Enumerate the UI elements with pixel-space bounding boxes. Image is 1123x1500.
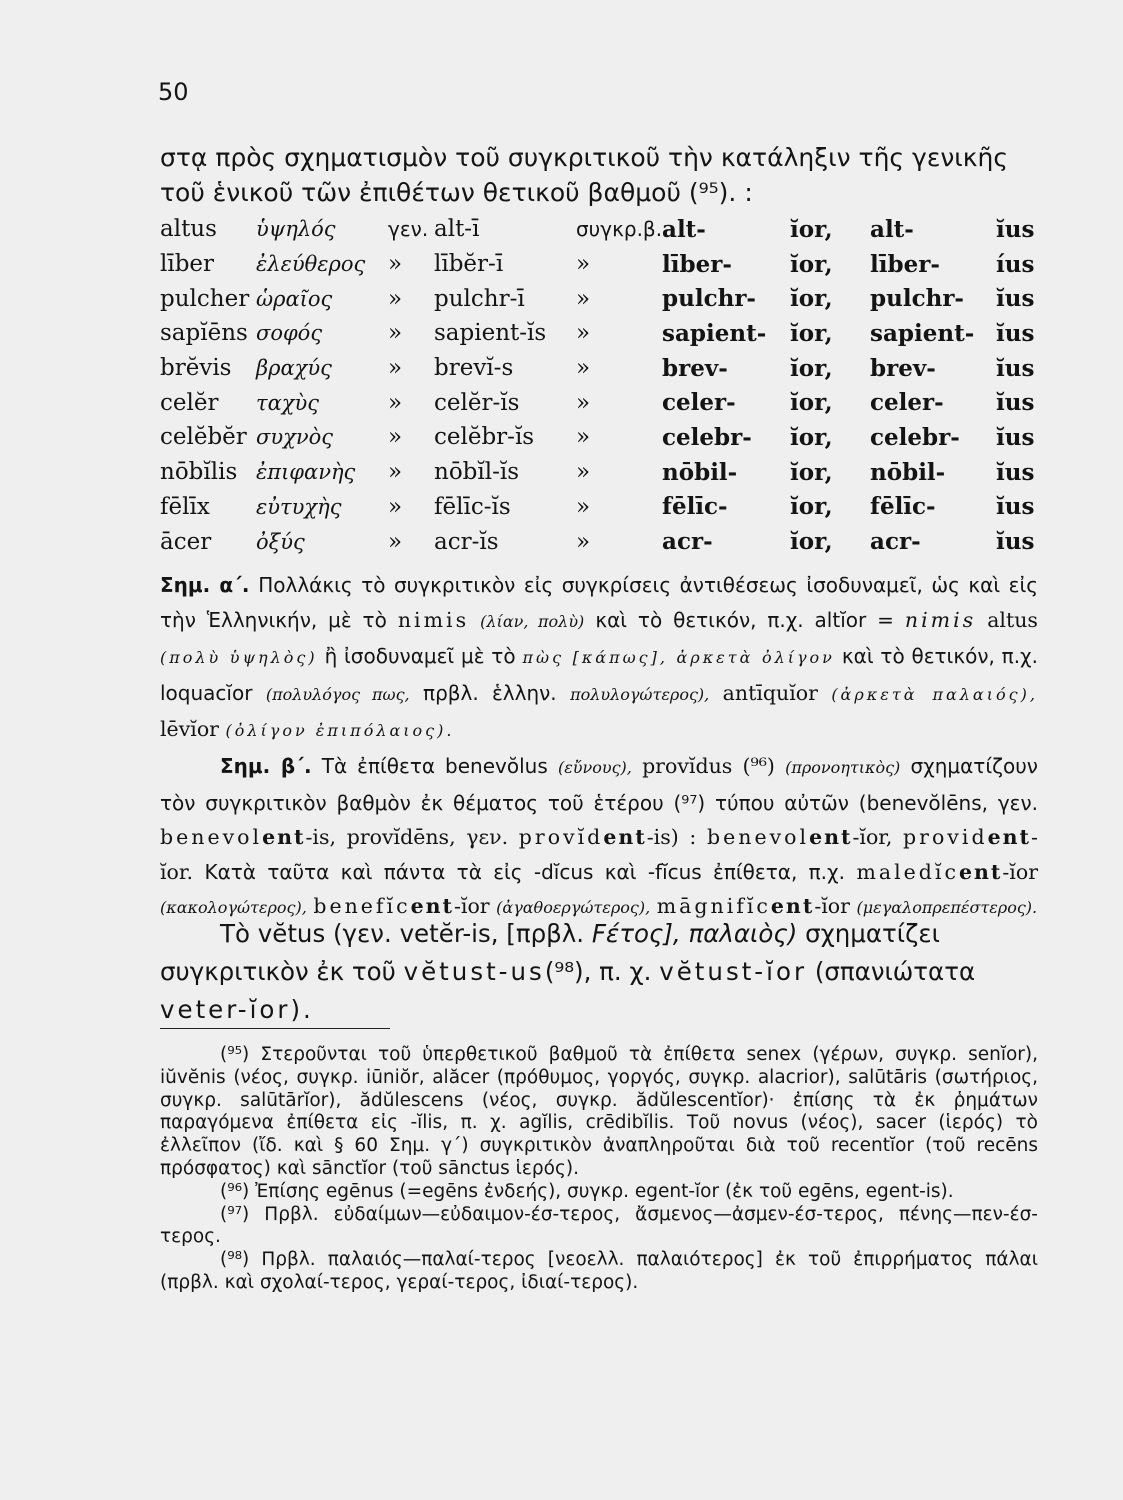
note-beta-stem: ent bbox=[262, 825, 306, 850]
note-alpha-text: πρβλ. ἑλλην. bbox=[423, 680, 557, 705]
vetus-text-part: σχηματίζει συγκριτικὸν ἐκ τοῦ bbox=[160, 919, 940, 986]
genitive-marker: » bbox=[388, 424, 403, 451]
table-row bbox=[160, 281, 1052, 316]
comparative-marker: » bbox=[576, 251, 591, 278]
greek-meaning: ἐλεύθερος bbox=[256, 252, 366, 277]
neuter-ending: ĭus bbox=[996, 458, 1035, 486]
genitive-form: celĕbr-ĭs bbox=[434, 424, 535, 451]
note-beta-latin: -is, provĭdēns, γεν. bbox=[305, 825, 509, 850]
note-alpha-greek-gloss: (ὀλίγον ἐπιπόλαιος). bbox=[225, 721, 455, 741]
footnotes-section bbox=[160, 1044, 1038, 1295]
vetus-latin: vĕtust-us bbox=[403, 957, 545, 986]
note-beta-stem: ent bbox=[603, 825, 647, 850]
comparative-ending: ĭor, bbox=[790, 215, 833, 243]
note-beta-stem: ent bbox=[410, 894, 454, 919]
neuter-ending: ĭus bbox=[996, 215, 1035, 243]
neuter-ending: ĭus bbox=[996, 354, 1035, 382]
genitive-form: nōbĭl-ĭs bbox=[434, 459, 520, 486]
note-beta-latin: -ĭor bbox=[453, 894, 490, 919]
note-beta-latin: -ĭor, bbox=[852, 825, 893, 850]
neuter-stem: nōbil- bbox=[870, 458, 946, 486]
footnote-95: (⁹⁵) Στεροῦνται τοῦ ὑπερθετικοῦ βαθμοῦ τὰ ἐπίθετα senex (γέρων, συγκρ. senĭor), iŭvĕnis (νέος, συγκρ. iūniŏr, alăcer (πρόθυμος, γοργός, συγκρ. alacrior), salūtāris (σωτήριος, συγκρ. salūtārĭor), ădŭlescens (νέος, συγκρ. ădŭlescentĭor)· ἐπίσης τὰ ἐκ ῥημάτων παραγόμενα ἐπίθετα εἰς -ĭlis, π. χ. agĭlis, crēdibĭlis. Τοῦ novus (νέος), sacer (ἱερός) τὸ ἐλλεῖπον (ἴδ. καὶ § 60 Σημ. γ΄) συγκριτικὸν ἀναπληροῦται διὰ τοῦ recentĭor (τοῦ recēns πρόσφατος) καὶ sānctĭor (τοῦ sānctus ἱερός). bbox=[160, 1044, 1038, 1179]
note-alpha-latin: nimis bbox=[904, 607, 977, 632]
latin-adjective: pulcher bbox=[160, 285, 250, 312]
neuter-stem: fēlīc- bbox=[870, 493, 936, 521]
note-alpha-text: καὶ τὸ θετικόν, π.χ. loquacĭor bbox=[160, 644, 1038, 705]
comparative-marker: » bbox=[576, 285, 591, 312]
genitive-form: celĕr-ĭs bbox=[434, 389, 520, 416]
notes-section bbox=[160, 568, 1038, 926]
greek-meaning: ὀξύς bbox=[256, 529, 305, 554]
comparative-stem: celebr- bbox=[662, 423, 752, 451]
note-beta-latin: māgnifĭc bbox=[656, 894, 771, 919]
note-alpha-greek-gloss: πολυλογώτερος), bbox=[570, 684, 710, 704]
genitive-marker: » bbox=[388, 355, 403, 382]
note-alpha-latin: altus bbox=[987, 607, 1038, 632]
neuter-stem: alt- bbox=[870, 215, 914, 243]
comparative-marker: συγκρ.β. bbox=[576, 217, 663, 242]
comparative-ending: ĭor, bbox=[790, 493, 833, 521]
comparative-stem: pulchr- bbox=[662, 285, 756, 313]
note-alpha-text: καὶ τὸ θετικόν, π.χ. altĭor = bbox=[595, 607, 894, 632]
note-beta-latin: benevol bbox=[160, 825, 263, 850]
note-beta-stem: ent bbox=[809, 825, 853, 850]
vetus-paragraph bbox=[160, 915, 1040, 1029]
latin-adjective: fēlīx bbox=[160, 493, 210, 520]
comparative-ending: ĭor, bbox=[790, 354, 833, 382]
table-row bbox=[160, 524, 1052, 559]
note-beta-gloss: (μεγαλοπρεπέστερος). bbox=[856, 898, 1038, 918]
note-beta-latin: -ĭor. bbox=[160, 825, 1038, 884]
comparative-stem: brev- bbox=[662, 354, 728, 382]
genitive-form: pulchr-ī bbox=[434, 285, 525, 312]
note-beta-latin: benefĭc bbox=[313, 894, 411, 919]
neuter-stem: pulchr- bbox=[870, 285, 964, 313]
note-alpha-text: ἢ ἰσοδυναμεῖ μὲ τὸ bbox=[324, 644, 516, 669]
neuter-ending: ĭus bbox=[996, 493, 1035, 521]
vetus-text-part: (σπανιώτατα bbox=[814, 957, 976, 986]
note-beta-latin: -is) : bbox=[646, 825, 697, 850]
vetus-text-part: Τὸ vĕtus (γεν. vetĕr-is, [πρβλ. bbox=[220, 919, 585, 948]
comparative-stem: alt- bbox=[662, 215, 706, 243]
comparative-ending: ĭor, bbox=[790, 458, 833, 486]
note-alpha-label: Σημ. α΄. bbox=[160, 573, 250, 597]
greek-meaning: ταχὺς bbox=[256, 390, 320, 415]
note-alpha-text: Πολλάκις τὸ συγκριτικὸν εἰς συγκρίσεις ἀντιθέσεως ἰσοδυναμεῖ, ὡς καὶ εἰς τὴν Ἑλληνικήν, μὲ τὸ bbox=[160, 573, 1038, 632]
comparative-marker: » bbox=[576, 355, 591, 382]
note-alpha-greek-gloss: πὼς [κάπως], ἀρκετὰ ὀλίγον bbox=[522, 648, 835, 668]
note-alpha-latin: lēvĭor bbox=[160, 717, 219, 742]
latin-adjective: sapĭēns bbox=[160, 320, 248, 347]
note-beta-latin: provĭdus (⁹⁶) bbox=[642, 753, 775, 778]
note-beta-stem: ent bbox=[958, 859, 1003, 884]
neuter-ending: ĭus bbox=[996, 285, 1035, 313]
note-alpha-greek-gloss: (λίαν, πολὺ) bbox=[480, 611, 585, 631]
greek-meaning: βραχύς bbox=[256, 356, 332, 381]
note-beta-gloss: (εὔνους), bbox=[557, 757, 632, 777]
note-alpha-latin: nimis bbox=[397, 607, 470, 632]
comparative-stem: fēlīc- bbox=[662, 493, 728, 521]
footnote-divider bbox=[160, 1028, 390, 1029]
note-beta-text: σχηματίζουν τὸν συγκριτικὸν βαθμὸν ἐκ θέματος τοῦ ἑτέρου (⁹⁷) τύπου αὐτῶν (benevŏlēns, γεν. bbox=[160, 753, 1038, 815]
note-beta-latin: -ĭor bbox=[1002, 859, 1038, 884]
table-row bbox=[160, 420, 1052, 455]
note-alpha bbox=[160, 568, 1038, 749]
genitive-marker: γεν. bbox=[388, 217, 429, 242]
genitive-marker: » bbox=[388, 459, 403, 486]
neuter-ending: ĭus bbox=[996, 319, 1035, 347]
comparative-marker: » bbox=[576, 320, 591, 347]
neuter-ending: ĭus bbox=[996, 528, 1035, 556]
greek-meaning: σοφός bbox=[256, 321, 323, 346]
footnote-98: (⁹⁸) Πρβλ. παλαιός—παλαί-τερος [νεοελλ. παλαιότερος] ἐκ τοῦ ἐπιρρήματος πάλαι (πρβλ. καὶ σχολαί-τερος, γεραί-τερος, ἰδιαί-τερος). bbox=[160, 1249, 1038, 1293]
genitive-form: alt-ī bbox=[434, 216, 480, 243]
table-row bbox=[160, 247, 1052, 282]
comparative-stem: sapient- bbox=[662, 319, 767, 347]
comparative-stem: līber- bbox=[662, 250, 732, 278]
vetus-text-part: (⁹⁸), π. χ. bbox=[544, 957, 652, 986]
genitive-marker: » bbox=[388, 285, 403, 312]
table-row bbox=[160, 490, 1052, 525]
note-beta-gloss: (κακολογώτερος), bbox=[160, 898, 307, 918]
comparative-stem: nōbil- bbox=[662, 458, 738, 486]
footnote-97: (⁹⁷) Πρβλ. εὐδαίμων—εὐδαιμον-έσ-τερος, ἄσμενος—ἀσμεν-έσ-τερος, πένης—πεν-έσ-τερος. bbox=[160, 1203, 1038, 1248]
note-beta-latin: maledĭc bbox=[856, 859, 959, 884]
comparative-table-body bbox=[160, 212, 1052, 559]
comparative-marker: » bbox=[576, 493, 591, 520]
comparative-ending: ĭor, bbox=[790, 389, 833, 417]
latin-adjective: nōbĭlis bbox=[160, 459, 238, 486]
genitive-marker: » bbox=[388, 493, 403, 520]
neuter-stem: līber- bbox=[870, 250, 940, 278]
comparative-marker: » bbox=[576, 528, 591, 555]
comparative-ending: ĭor, bbox=[790, 423, 833, 451]
intro-text: στᾳ πρὸς σχηματισμὸν τοῦ συγκριτικοῦ τὴν κατάληξιν τῆς γενικῆς τοῦ ἑνικοῦ τῶν ἐπιθέτων θετικοῦ βαθμοῦ (⁹⁵). : bbox=[160, 143, 1009, 207]
latin-adjective: celĕbĕr bbox=[160, 424, 247, 451]
comparative-stem: celer- bbox=[662, 389, 736, 417]
neuter-ending: ĭus bbox=[996, 423, 1035, 451]
comparative-marker: » bbox=[576, 389, 591, 416]
table-row bbox=[160, 455, 1052, 490]
note-alpha-greek-gloss: (πολυλόγος πως, bbox=[265, 684, 410, 704]
greek-meaning: ὑψηλός bbox=[256, 217, 336, 242]
table-row bbox=[160, 351, 1052, 386]
genitive-form: brevĭ-s bbox=[434, 355, 514, 382]
note-alpha-latin: antīquĭor bbox=[722, 680, 818, 705]
genitive-marker: » bbox=[388, 389, 403, 416]
note-alpha-greek-gloss: (ἀρκετὰ παλαιός), bbox=[831, 684, 1038, 704]
latin-adjective: brĕvis bbox=[160, 355, 232, 382]
neuter-stem: celer- bbox=[870, 389, 944, 417]
genitive-marker: » bbox=[388, 251, 403, 278]
neuter-ending: ĭus bbox=[996, 389, 1035, 417]
table-row bbox=[160, 212, 1052, 247]
comparative-marker: » bbox=[576, 424, 591, 451]
comparative-ending: ĭor, bbox=[790, 528, 833, 556]
genitive-form: acr-ĭs bbox=[434, 528, 499, 555]
note-beta-text: Κατὰ ταῦτα καὶ πάντα τὰ εἰς -dĭcus καὶ -fĭcus ἐπίθετα, π.χ. bbox=[204, 859, 845, 884]
comparative-ending: ĭor, bbox=[790, 319, 833, 347]
greek-meaning: ὡραῖος bbox=[256, 286, 333, 311]
note-beta-latin: provid bbox=[903, 825, 988, 850]
comparative-ending: ĭor, bbox=[790, 250, 833, 278]
note-alpha-greek-gloss: (πολὺ ὑψηλὸς) bbox=[160, 648, 318, 668]
comparative-stem: acr- bbox=[662, 528, 713, 556]
note-beta-text: Τὰ ἐπίθετα benevŏlus bbox=[321, 753, 548, 778]
table-row bbox=[160, 316, 1052, 351]
vetus-greek: Ϝέτος], bbox=[591, 919, 681, 948]
note-beta-latin: provĭd bbox=[518, 825, 604, 850]
greek-meaning: ἐπιφανὴς bbox=[256, 460, 356, 485]
vetus-latin: vĕtust-ĭor bbox=[659, 957, 808, 986]
intro-paragraph bbox=[160, 140, 1040, 210]
table-row bbox=[160, 385, 1052, 420]
genitive-marker: » bbox=[388, 320, 403, 347]
note-beta bbox=[160, 749, 1038, 926]
page-number: 50 bbox=[158, 78, 189, 106]
genitive-marker: » bbox=[388, 528, 403, 555]
vetus-latin: veter-ĭor). bbox=[160, 995, 314, 1024]
comparative-marker: » bbox=[576, 459, 591, 486]
genitive-form: fēlīc-ĭs bbox=[434, 493, 511, 520]
neuter-stem: acr- bbox=[870, 528, 921, 556]
neuter-ending: íus bbox=[996, 250, 1035, 278]
vetus-text bbox=[160, 915, 1040, 1029]
neuter-stem: brev- bbox=[870, 354, 936, 382]
latin-adjective: altus bbox=[160, 216, 217, 243]
latin-adjective: ācer bbox=[160, 528, 212, 555]
note-beta-latin: -ĭor bbox=[814, 894, 850, 919]
greek-meaning: εὐτυχὴς bbox=[256, 494, 342, 519]
note-beta-label: Σημ. β΄. bbox=[220, 753, 312, 778]
note-beta-latin: benevol bbox=[706, 825, 810, 850]
latin-adjective: celĕr bbox=[160, 389, 219, 416]
vetus-greek: παλαιὸς) bbox=[688, 919, 798, 948]
note-beta-gloss: (ἀγαθοεργώτερος), bbox=[496, 898, 651, 918]
genitive-form: sapient-ĭs bbox=[434, 320, 547, 347]
note-beta-gloss: (προνοητικὸς) bbox=[785, 757, 901, 777]
comparative-ending: ĭor, bbox=[790, 285, 833, 313]
greek-meaning: συχνὸς bbox=[256, 425, 333, 450]
note-beta-stem: ent bbox=[987, 825, 1031, 850]
comparative-table bbox=[160, 212, 1052, 559]
latin-adjective: līber bbox=[160, 251, 215, 278]
note-beta-stem: ent bbox=[770, 894, 815, 919]
genitive-form: lībĕr-ī bbox=[434, 251, 504, 278]
neuter-stem: sapient- bbox=[870, 319, 975, 347]
footnote-96: (⁹⁶) Ἐπίσης egēnus (=egēns ἐνδεής), συγκρ. egent-ĭor (ἐκ τοῦ egēns, egent-is). bbox=[220, 1180, 954, 1202]
neuter-stem: celebr- bbox=[870, 423, 960, 451]
